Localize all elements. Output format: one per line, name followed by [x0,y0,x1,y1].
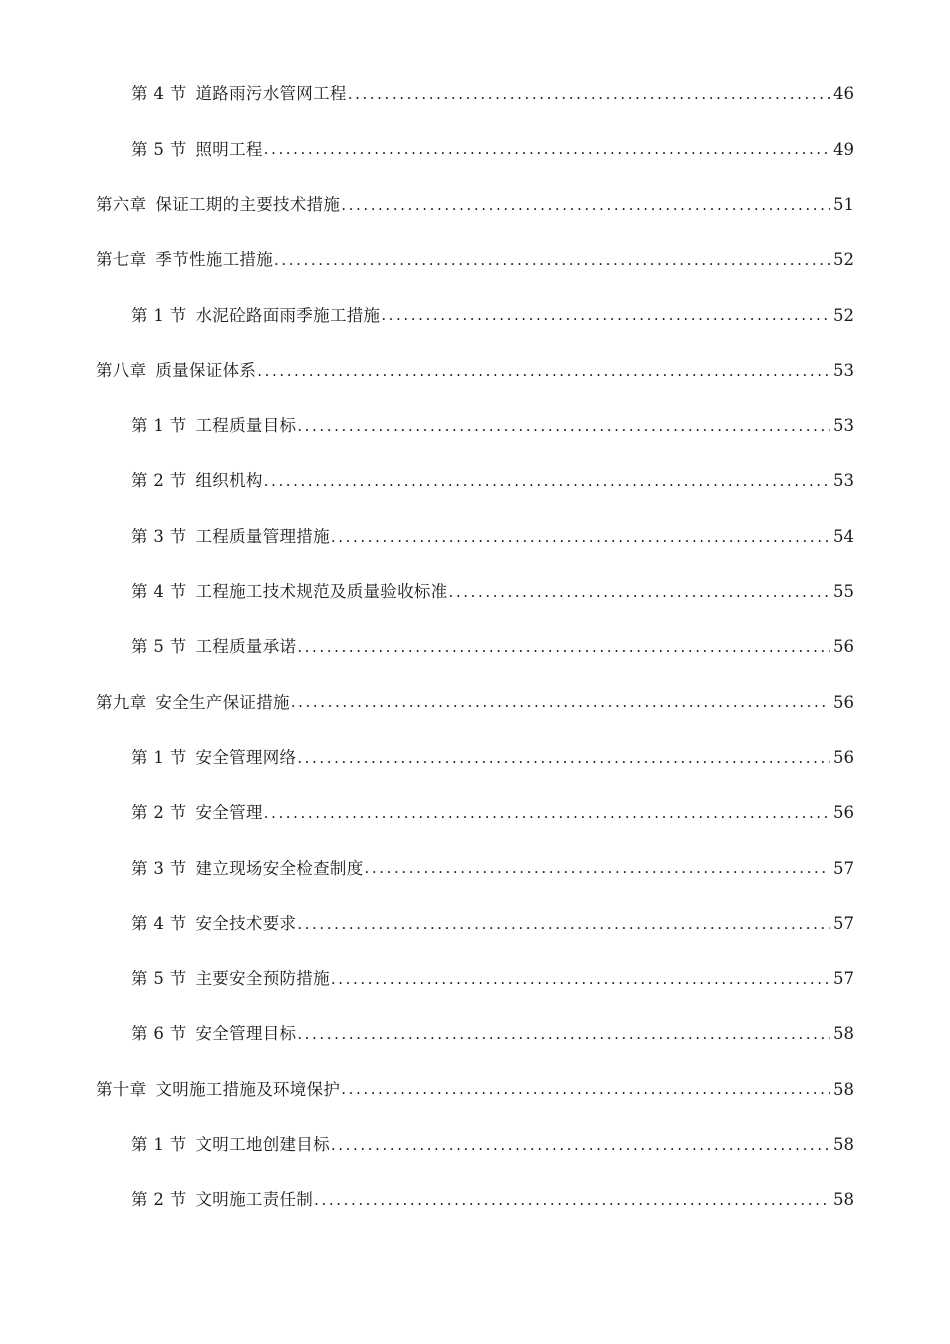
toc-entry-page-number: 53 [833,416,854,436]
toc-dot-leader [365,861,831,876]
toc-entry-number: 第 4 节 [131,582,187,602]
toc-dot-leader [381,308,830,323]
toc-entry-page-number: 56 [833,692,854,712]
toc-entry-number: 第九章 [96,692,147,712]
toc-dot-leader [341,1082,830,1097]
toc-dot-leader [297,751,830,766]
toc-entry-page-number: 55 [833,582,854,602]
toc-entry-page-number: 52 [833,250,854,270]
toc-section-entry[interactable] [0,399,950,454]
toc-dot-leader [291,695,830,710]
toc-entry-page-number: 53 [833,360,854,380]
toc-entry-page-number: 56 [833,747,854,767]
toc-entry-label [131,858,364,878]
toc-entry-number: 第 5 节 [131,637,187,657]
toc-section-entry[interactable] [0,509,950,564]
toc-dot-leader [264,806,830,821]
toc-entry-page-number: 58 [833,1024,854,1044]
toc-dot-leader [331,1138,830,1153]
toc-section-entry[interactable] [0,1118,950,1173]
toc-entry-number: 第 2 节 [131,803,187,823]
toc-entry-label [131,418,296,435]
toc-entry-page-number: 51 [833,194,854,214]
toc-entry-label [131,805,263,822]
toc-entry-label [96,692,290,712]
toc-entry-title: 质量保证体系 [155,360,257,380]
toc-entry-label [131,1192,313,1209]
toc-chapter-entry[interactable] [0,178,950,233]
toc-dot-leader [264,474,830,489]
toc-entry-label [131,913,297,933]
toc-entry-title: 道路雨污水管网工程 [195,84,347,104]
toc-entry-page-number: 57 [833,969,854,989]
toc-entry-title: 文明施工责任制 [195,1190,314,1210]
toc-section-entry[interactable] [0,1173,950,1228]
toc-entry-number: 第六章 [96,194,147,214]
toc-dot-leader [297,917,830,932]
toc-chapter-entry[interactable] [0,233,950,288]
toc-section-entry[interactable] [0,288,950,343]
table-of-contents [0,67,950,1228]
toc-section-entry[interactable] [0,731,950,786]
toc-entry-number: 第 2 节 [131,1190,187,1210]
toc-entry-title: 水泥砼路面雨季施工措施 [195,305,381,325]
toc-entry-title: 工程质量管理措施 [195,526,330,546]
toc-entry-label [131,139,263,159]
toc-entry-page-number: 58 [833,1190,854,1210]
toc-dot-leader [331,530,830,545]
toc-section-entry[interactable] [0,454,950,509]
toc-entry-page-number: 56 [833,637,854,657]
toc-dot-leader [341,198,830,213]
toc-dot-leader [297,640,830,655]
toc-entry-number: 第十章 [96,1079,147,1099]
toc-dot-leader [314,1193,830,1208]
toc-entry-page-number: 54 [833,526,854,546]
toc-entry-number: 第 1 节 [131,305,187,325]
toc-section-entry[interactable] [0,67,950,122]
toc-entry-label [96,1079,341,1099]
toc-entry-label [131,526,330,546]
toc-entry-label [131,971,330,988]
toc-dot-leader [257,364,830,379]
toc-entry-label [131,584,448,601]
toc-section-entry[interactable] [0,786,950,841]
toc-entry-page-number: 58 [833,1079,854,1099]
toc-section-entry[interactable] [0,896,950,951]
toc-entry-label [131,473,263,490]
toc-entry-title: 主要安全预防措施 [195,969,330,989]
toc-entry-page-number: 52 [833,305,854,325]
toc-dot-leader [449,585,831,600]
toc-entry-title: 文明施工措施及环境保护 [155,1079,341,1099]
toc-dot-leader [264,142,830,157]
toc-entry-label [131,305,381,325]
toc-entry-title: 安全技术要求 [195,913,297,933]
toc-entry-page-number: 58 [833,1135,854,1155]
toc-chapter-entry[interactable] [0,343,950,398]
toc-entry-title: 季节性施工措施 [155,250,274,270]
toc-entry-title: 保证工期的主要技术措施 [155,194,341,214]
toc-entry-number: 第 6 节 [131,1024,187,1044]
toc-chapter-entry[interactable] [0,1062,950,1117]
toc-entry-title: 安全生产保证措施 [155,692,290,712]
toc-entry-title: 照明工程 [195,139,263,159]
toc-entry-label [131,1137,330,1154]
toc-dot-leader [331,972,830,987]
toc-dot-leader [297,419,830,434]
toc-entry-label [131,747,297,767]
toc-dot-leader [348,87,830,102]
toc-entry-page-number: 49 [833,139,854,159]
toc-entry-label [96,360,257,380]
toc-entry-number: 第 3 节 [131,858,187,878]
toc-entry-number: 第七章 [96,250,147,270]
toc-entry-number: 第 1 节 [131,1135,187,1155]
toc-entry-page-number: 57 [833,858,854,878]
toc-dot-leader [297,1027,830,1042]
toc-entry-number: 第 3 节 [131,526,187,546]
toc-entry-title: 文明工地创建目标 [195,1135,330,1155]
toc-entry-title: 工程质量承诺 [195,637,297,657]
toc-entry-page-number: 53 [833,471,854,491]
toc-entry-title: 工程施工技术规范及质量验收标准 [195,582,448,602]
toc-entry-number: 第 5 节 [131,969,187,989]
toc-entry-number: 第 5 节 [131,139,187,159]
toc-entry-number: 第 4 节 [131,913,187,933]
toc-entry-page-number: 46 [833,84,854,104]
toc-entry-label [131,86,347,103]
toc-section-entry[interactable] [0,565,950,620]
toc-dot-leader [274,253,830,268]
toc-entry-label [96,252,273,269]
toc-section-entry[interactable] [0,122,950,177]
toc-entry-title: 工程质量目标 [195,416,297,436]
toc-entry-page-number: 57 [833,913,854,933]
toc-section-entry[interactable] [0,1007,950,1062]
toc-entry-label [131,1026,296,1043]
toc-entry-number: 第 1 节 [131,416,187,436]
toc-entry-title: 安全管理目标 [195,1024,297,1044]
toc-entry-title: 安全管理 [195,803,263,823]
toc-entry-number: 第 1 节 [131,747,187,767]
toc-entry-title: 建立现场安全检查制度 [195,858,364,878]
toc-entry-label [131,639,296,656]
toc-entry-label [96,194,341,214]
toc-section-entry[interactable] [0,841,950,896]
toc-entry-title: 安全管理网络 [195,747,297,767]
toc-entry-number: 第八章 [96,360,147,380]
toc-entry-page-number: 56 [833,803,854,823]
toc-section-entry[interactable] [0,620,950,675]
toc-section-entry[interactable] [0,952,950,1007]
toc-chapter-entry[interactable] [0,675,950,730]
toc-entry-title: 组织机构 [195,471,263,491]
toc-entry-number: 第 2 节 [131,471,187,491]
toc-entry-number: 第 4 节 [131,84,187,104]
